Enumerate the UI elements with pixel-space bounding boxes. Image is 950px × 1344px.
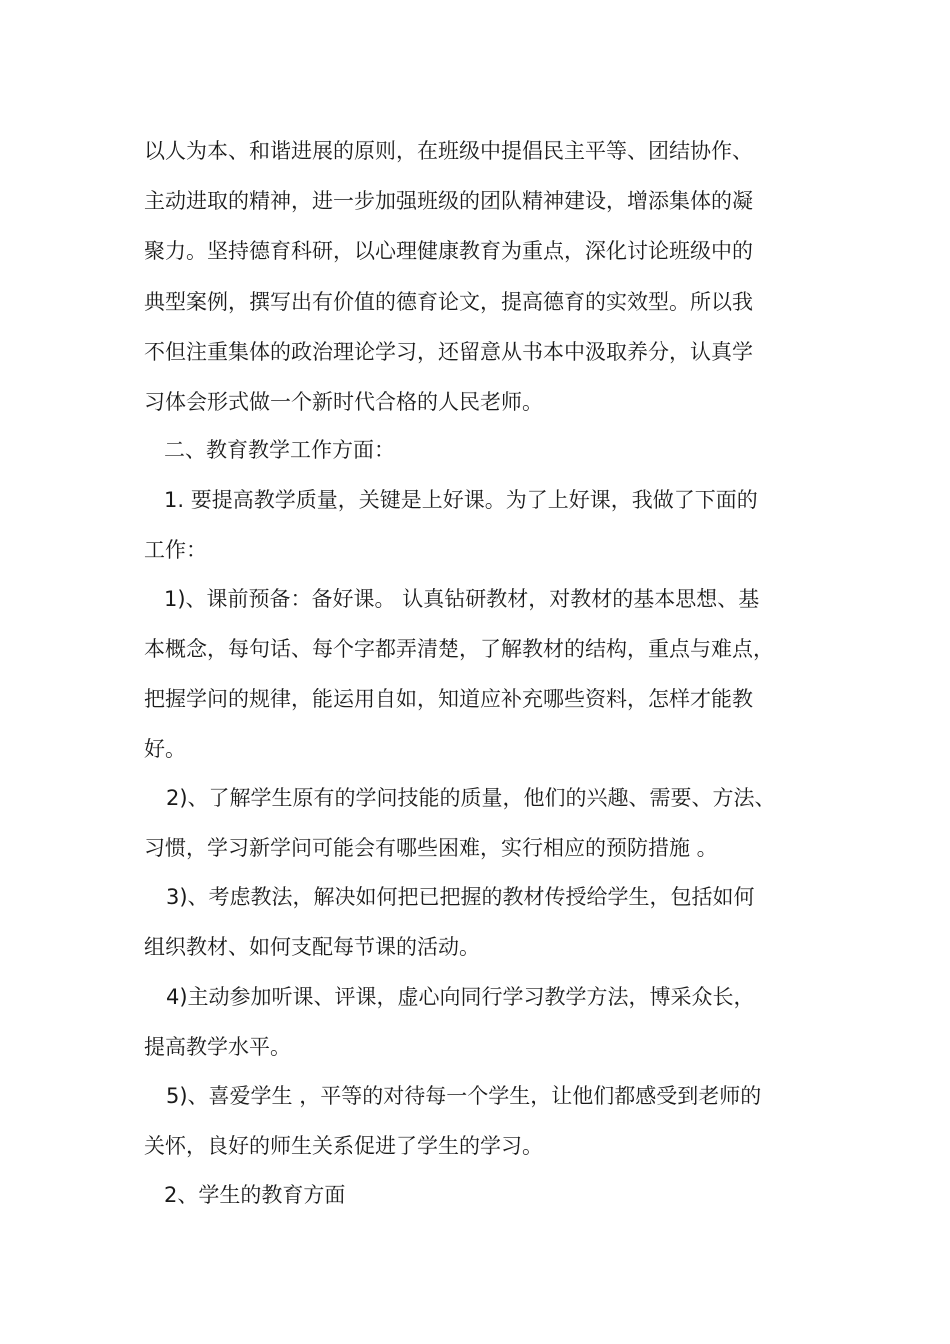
paragraph-line: 习体会形式做一个新时代合格的人民老师。	[144, 390, 543, 414]
paragraph-line: 以人为本、和谐进展的原则，在班级中提倡民主平等、团结协作、	[144, 139, 753, 163]
paragraph-line: 聚力。坚持德育科研，以心理健康教育为重点，深化讨论班级中的	[144, 239, 753, 263]
list-item-line: 组织教材、如何支配每节课的活动。	[144, 935, 480, 959]
paragraph-line: 1. 要提高教学质量，关键是上好课。为了上好课，我做了下面的	[164, 488, 758, 512]
list-item-line: 习惯，学习新学问可能会有哪些困难，实行相应的预防措施 。	[144, 836, 718, 860]
paragraph-line: 工作：	[144, 538, 207, 562]
list-item-line: 5)、喜爱学生 ，平等的对待每一个学生，让他们都感受到老师的	[166, 1084, 762, 1108]
list-item-line: 关怀，良好的师生关系促进了学生的学习。	[144, 1134, 543, 1158]
section-heading: 二、教育教学工作方面：	[164, 438, 395, 462]
list-item-line: 好。	[144, 737, 186, 761]
paragraph-line: 不但注重集体的政治理论学习，还留意从书本中汲取养分，认真学	[144, 340, 753, 364]
paragraph-line: 主动进取的精神，进一步加强班级的团队精神建设，增添集体的凝	[144, 189, 753, 213]
list-item-line: 4)主动参加听课、评课，虚心向同行学习教学方法，博采众长，	[166, 985, 755, 1009]
list-item-line: 2)、了解学生原有的学问技能的质量，他们的兴趣、需要、方法、	[166, 786, 776, 810]
list-item-line: 本概念，每句话、每个字都弄清楚，了解教材的结构，重点与难点，	[144, 637, 774, 661]
section-heading: 2、学生的教育方面	[164, 1183, 346, 1207]
list-item-line: 1)、课前预备：备好课。 认真钻研教材，对教材的基本思想、基	[164, 587, 760, 611]
list-item-line: 提高教学水平。	[144, 1035, 291, 1059]
list-item-line: 把握学问的规律，能运用自如，知道应补充哪些资料，怎样才能教	[144, 687, 753, 711]
paragraph-line: 典型案例，撰写出有价值的德育论文，提高德育的实效型。所以我	[144, 290, 753, 314]
list-item-line: 3)、考虑教法，解决如何把已把握的教材传授给学生，包括如何	[166, 885, 755, 909]
